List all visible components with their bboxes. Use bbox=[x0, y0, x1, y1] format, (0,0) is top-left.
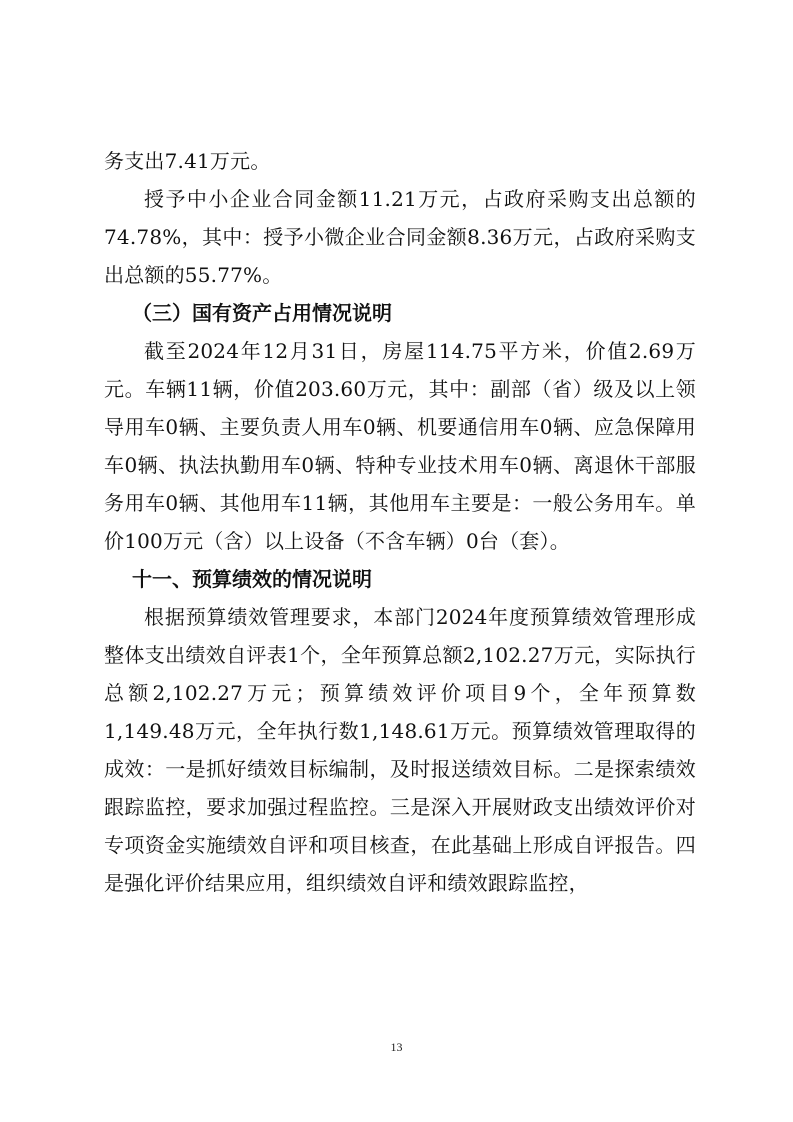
section-heading-performance: 十一、预算绩效的情况说明 bbox=[132, 567, 372, 591]
paragraph-performance: 根据预算绩效管理要求，本部门2024年度预算绩效管理形成整体支出绩效自评表1个，全年预算总额2,102.27万元，实际执行总额2,102.27万元；预算绩效评价项目9个，全年预算数1,149.48万元，全年执行数1,148.61万元。预算绩效管理取得的成效：一是抓好绩效目标编制，及时报送绩效目标。二是探索绩效跟踪监控，要求加强过程监控。三是深入开展财政支出绩效评价对专项资金实施绩效自评和项目核查，在此基础上形成自评报告。四是强化评价结果应用，组织绩效自评和绩效跟踪监控， bbox=[104, 605, 696, 895]
page-body bbox=[104, 142, 696, 902]
paragraph-state-assets: 截至2024年12月31日，房屋114.75平方米，价值2.69万元。车辆11辆，价值203.60万元，其中：副部（省）级及以上领导用车0辆、主要负责人用车0辆、机要通信用车0辆、应急保障用车0辆、执法执勤用车0辆、特种专业技术用车0辆、离退休干部服务用车0辆、其他用车11辆，其他用车主要是：一般公务用车。单价100万元（含）以上设备（不含车辆）0台（套）。 bbox=[104, 339, 696, 553]
page-number: 13 bbox=[390, 1040, 403, 1054]
paragraph-sme-contracts: 授予中小企业合同金额11.21万元，占政府采购支出总额的74.78%，其中：授予小微企业合同金额8.36万元，占政府采购支出总额的55.77%。 bbox=[104, 187, 696, 287]
section-heading-state-assets: （三）国有资产占用情况说明 bbox=[132, 301, 392, 325]
paragraph-continuation: 务支出7.41万元。 bbox=[104, 149, 271, 173]
